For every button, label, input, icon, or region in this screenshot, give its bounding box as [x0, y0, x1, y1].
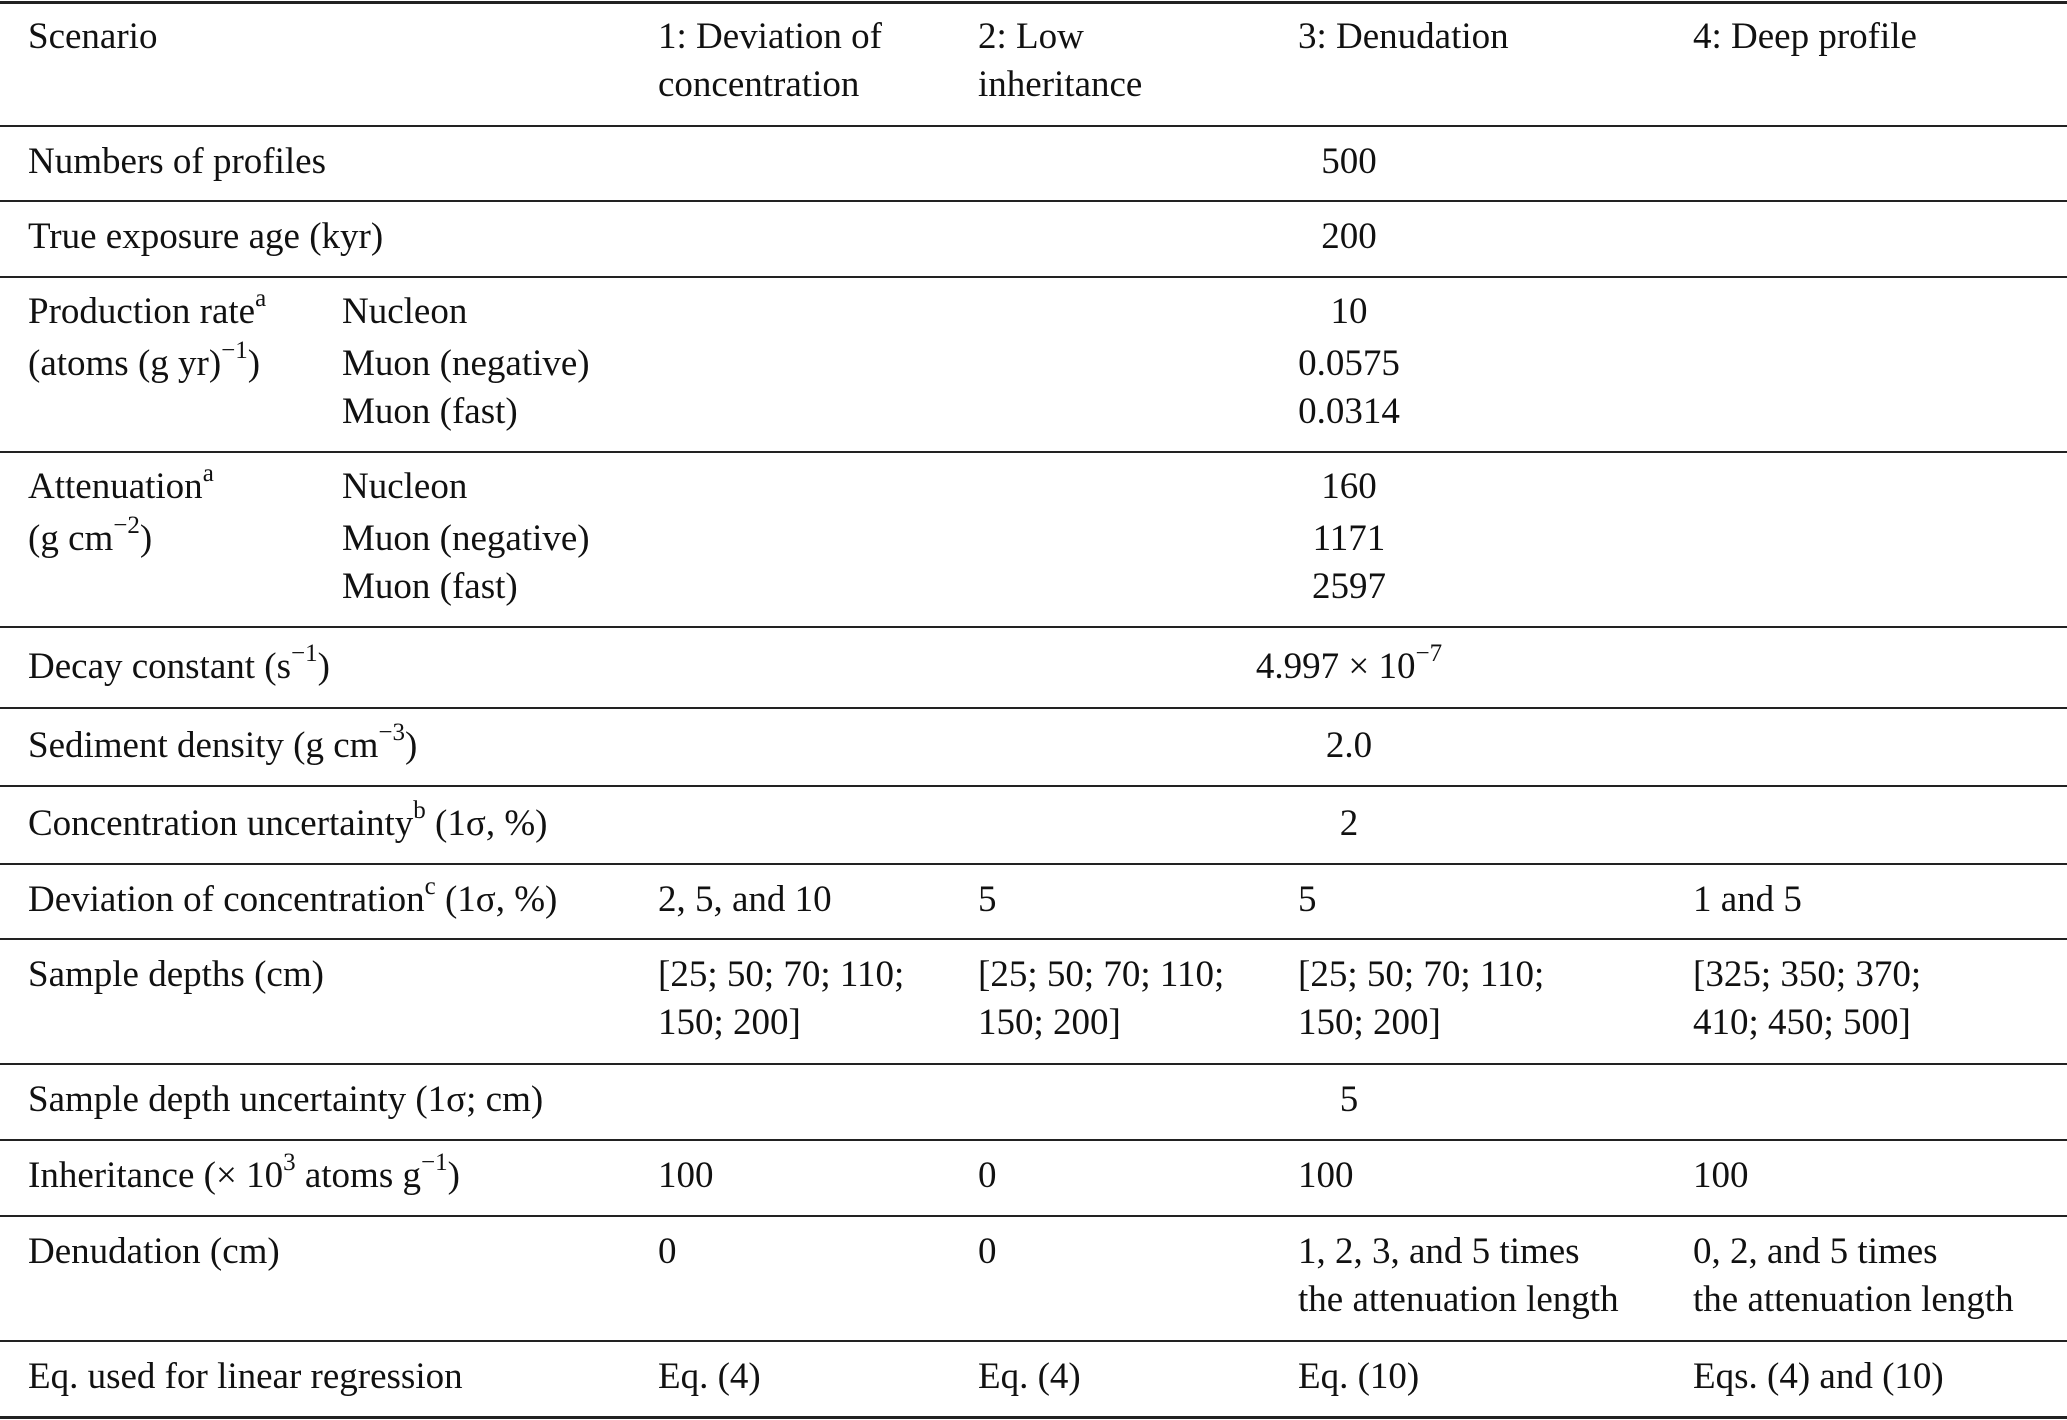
row-rule	[0, 863, 2067, 865]
row-label-production: Production rate$^a$	[28, 284, 267, 332]
value-depths-col1-line1: [25; 50; 70; 110;	[658, 954, 905, 995]
header-col1-line1: 1: Deviation of	[658, 16, 883, 57]
value-depths-col3-line2: 150; 200]	[1298, 1002, 1441, 1043]
header-col3: 3: Denudation	[1298, 16, 1509, 57]
row-label-inheritance: Inheritance (× $10^3$ atoms $g^{-1}$)	[28, 1148, 460, 1196]
production-sub-nucleon: Nucleon	[342, 291, 468, 332]
value-inheritance-col4: 100	[1693, 1155, 1749, 1196]
row-label-depth-uncertainty: Sample depth uncertainty (1σ; cm)	[28, 1079, 544, 1120]
value-depths-col1-line2: 150; 200]	[658, 1002, 801, 1043]
production-sub-muon-fast: Muon (fast)	[342, 391, 518, 432]
value-attenuation-muon-negative: 1171	[1312, 518, 1386, 559]
header-scenario: Scenario	[28, 16, 158, 57]
row-label-attenuation-unit: (g $cm^{-2}$)	[28, 511, 153, 559]
value-equation-col1: Eq. (4)	[658, 1356, 761, 1397]
row-label-decay: Decay constant $(s^{-1})$	[28, 639, 330, 687]
value-depths-col2-line1: [25; 50; 70; 110;	[978, 954, 1225, 995]
value-denudation-col4-line1: 0, 2, and 5 times	[1693, 1231, 1938, 1272]
row-label-denudation: Denudation (cm)	[28, 1231, 280, 1272]
row-rule	[0, 276, 2067, 278]
row-label-depths: Sample depths (cm)	[28, 954, 324, 995]
table-bottom-rule	[0, 1416, 2067, 1419]
row-rule	[0, 938, 2067, 940]
row-rule	[0, 200, 2067, 202]
value-denudation-col3-line1: 1, 2, 3, and 5 times	[1298, 1231, 1580, 1272]
value-concentration-uncertainty: 2	[1339, 803, 1359, 844]
value-production-muon-negative: 0.0575	[1298, 343, 1400, 384]
header-col4: 4: Deep profile	[1693, 16, 1917, 57]
production-sub-muon-negative: Muon (negative)	[342, 343, 590, 384]
value-deviation-col3: 5	[1298, 879, 1317, 920]
value-equation-col3: Eq. (10)	[1298, 1356, 1420, 1397]
value-production-muon-fast: 0.0314	[1298, 391, 1400, 432]
value-deviation-col1: 2, 5, and 10	[658, 879, 832, 920]
row-rule	[0, 1215, 2067, 1217]
value-depths-col3-line1: [25; 50; 70; 110;	[1298, 954, 1545, 995]
row-label-age: True exposure age (kyr)	[28, 216, 384, 257]
value-deviation-col4: 1 and 5	[1693, 879, 1802, 920]
value-density: 2.0	[1325, 725, 1373, 766]
row-label-production-unit: (atoms (g yr)$^{-1}$)	[28, 336, 261, 384]
value-age: 200	[1321, 216, 1377, 257]
value-depths-col4-line1: [325; 350; 370;	[1693, 954, 1922, 995]
value-denudation-col2: 0	[978, 1231, 997, 1272]
row-label-attenuation: Attenuation$^a$	[28, 459, 214, 507]
value-decay: $4.997 \times 10^{-7}$	[1255, 639, 1443, 687]
row-rule	[0, 451, 2067, 453]
value-denudation-col1: 0	[658, 1231, 677, 1272]
header-col2-line2: inheritance	[978, 64, 1143, 105]
table-top-rule	[0, 1, 2067, 4]
header-col1-line2: concentration	[658, 64, 860, 105]
row-label-density: Sediment density (g $cm^{-3}$)	[28, 718, 418, 766]
value-depths-col2-line2: 150; 200]	[978, 1002, 1121, 1043]
value-inheritance-col1: 100	[658, 1155, 714, 1196]
value-attenuation-muon-fast: 2597	[1312, 566, 1386, 607]
header-rule	[0, 125, 2067, 127]
header-col2-line1: 2: Low	[978, 16, 1084, 57]
row-rule	[0, 1139, 2067, 1141]
row-label-deviation: Deviation of concentration$^c$ (1σ, %)	[28, 872, 558, 920]
value-inheritance-col2: 0	[978, 1155, 997, 1196]
value-production-nucleon: 10	[1330, 291, 1368, 332]
row-rule	[0, 707, 2067, 709]
row-label-equation: Eq. used for linear regression	[28, 1356, 463, 1397]
value-deviation-col2: 5	[978, 879, 997, 920]
value-equation-col2: Eq. (4)	[978, 1356, 1081, 1397]
row-rule	[0, 626, 2067, 628]
attenuation-sub-nucleon: Nucleon	[342, 466, 468, 507]
row-rule	[0, 1340, 2067, 1342]
value-equation-col4: Eqs. (4) and (10)	[1693, 1356, 1944, 1397]
value-denudation-col3-line2: the attenuation length	[1298, 1279, 1619, 1320]
attenuation-sub-muon-negative: Muon (negative)	[342, 518, 590, 559]
value-denudation-col4-line2: the attenuation length	[1693, 1279, 2014, 1320]
value-depth-uncertainty: 5	[1339, 1079, 1359, 1120]
row-rule	[0, 785, 2067, 787]
attenuation-sub-muon-fast: Muon (fast)	[342, 566, 518, 607]
value-attenuation-nucleon: 160	[1321, 466, 1377, 507]
value-profiles: 500	[1321, 141, 1377, 182]
row-rule	[0, 1063, 2067, 1065]
value-inheritance-col3: 100	[1298, 1155, 1354, 1196]
row-label-profiles: Numbers of profiles	[28, 141, 326, 182]
row-label-concentration-uncertainty: Concentration uncertainty$^b$ (1σ, %)	[28, 796, 548, 844]
value-depths-col4-line2: 410; 450; 500]	[1693, 1002, 1911, 1043]
